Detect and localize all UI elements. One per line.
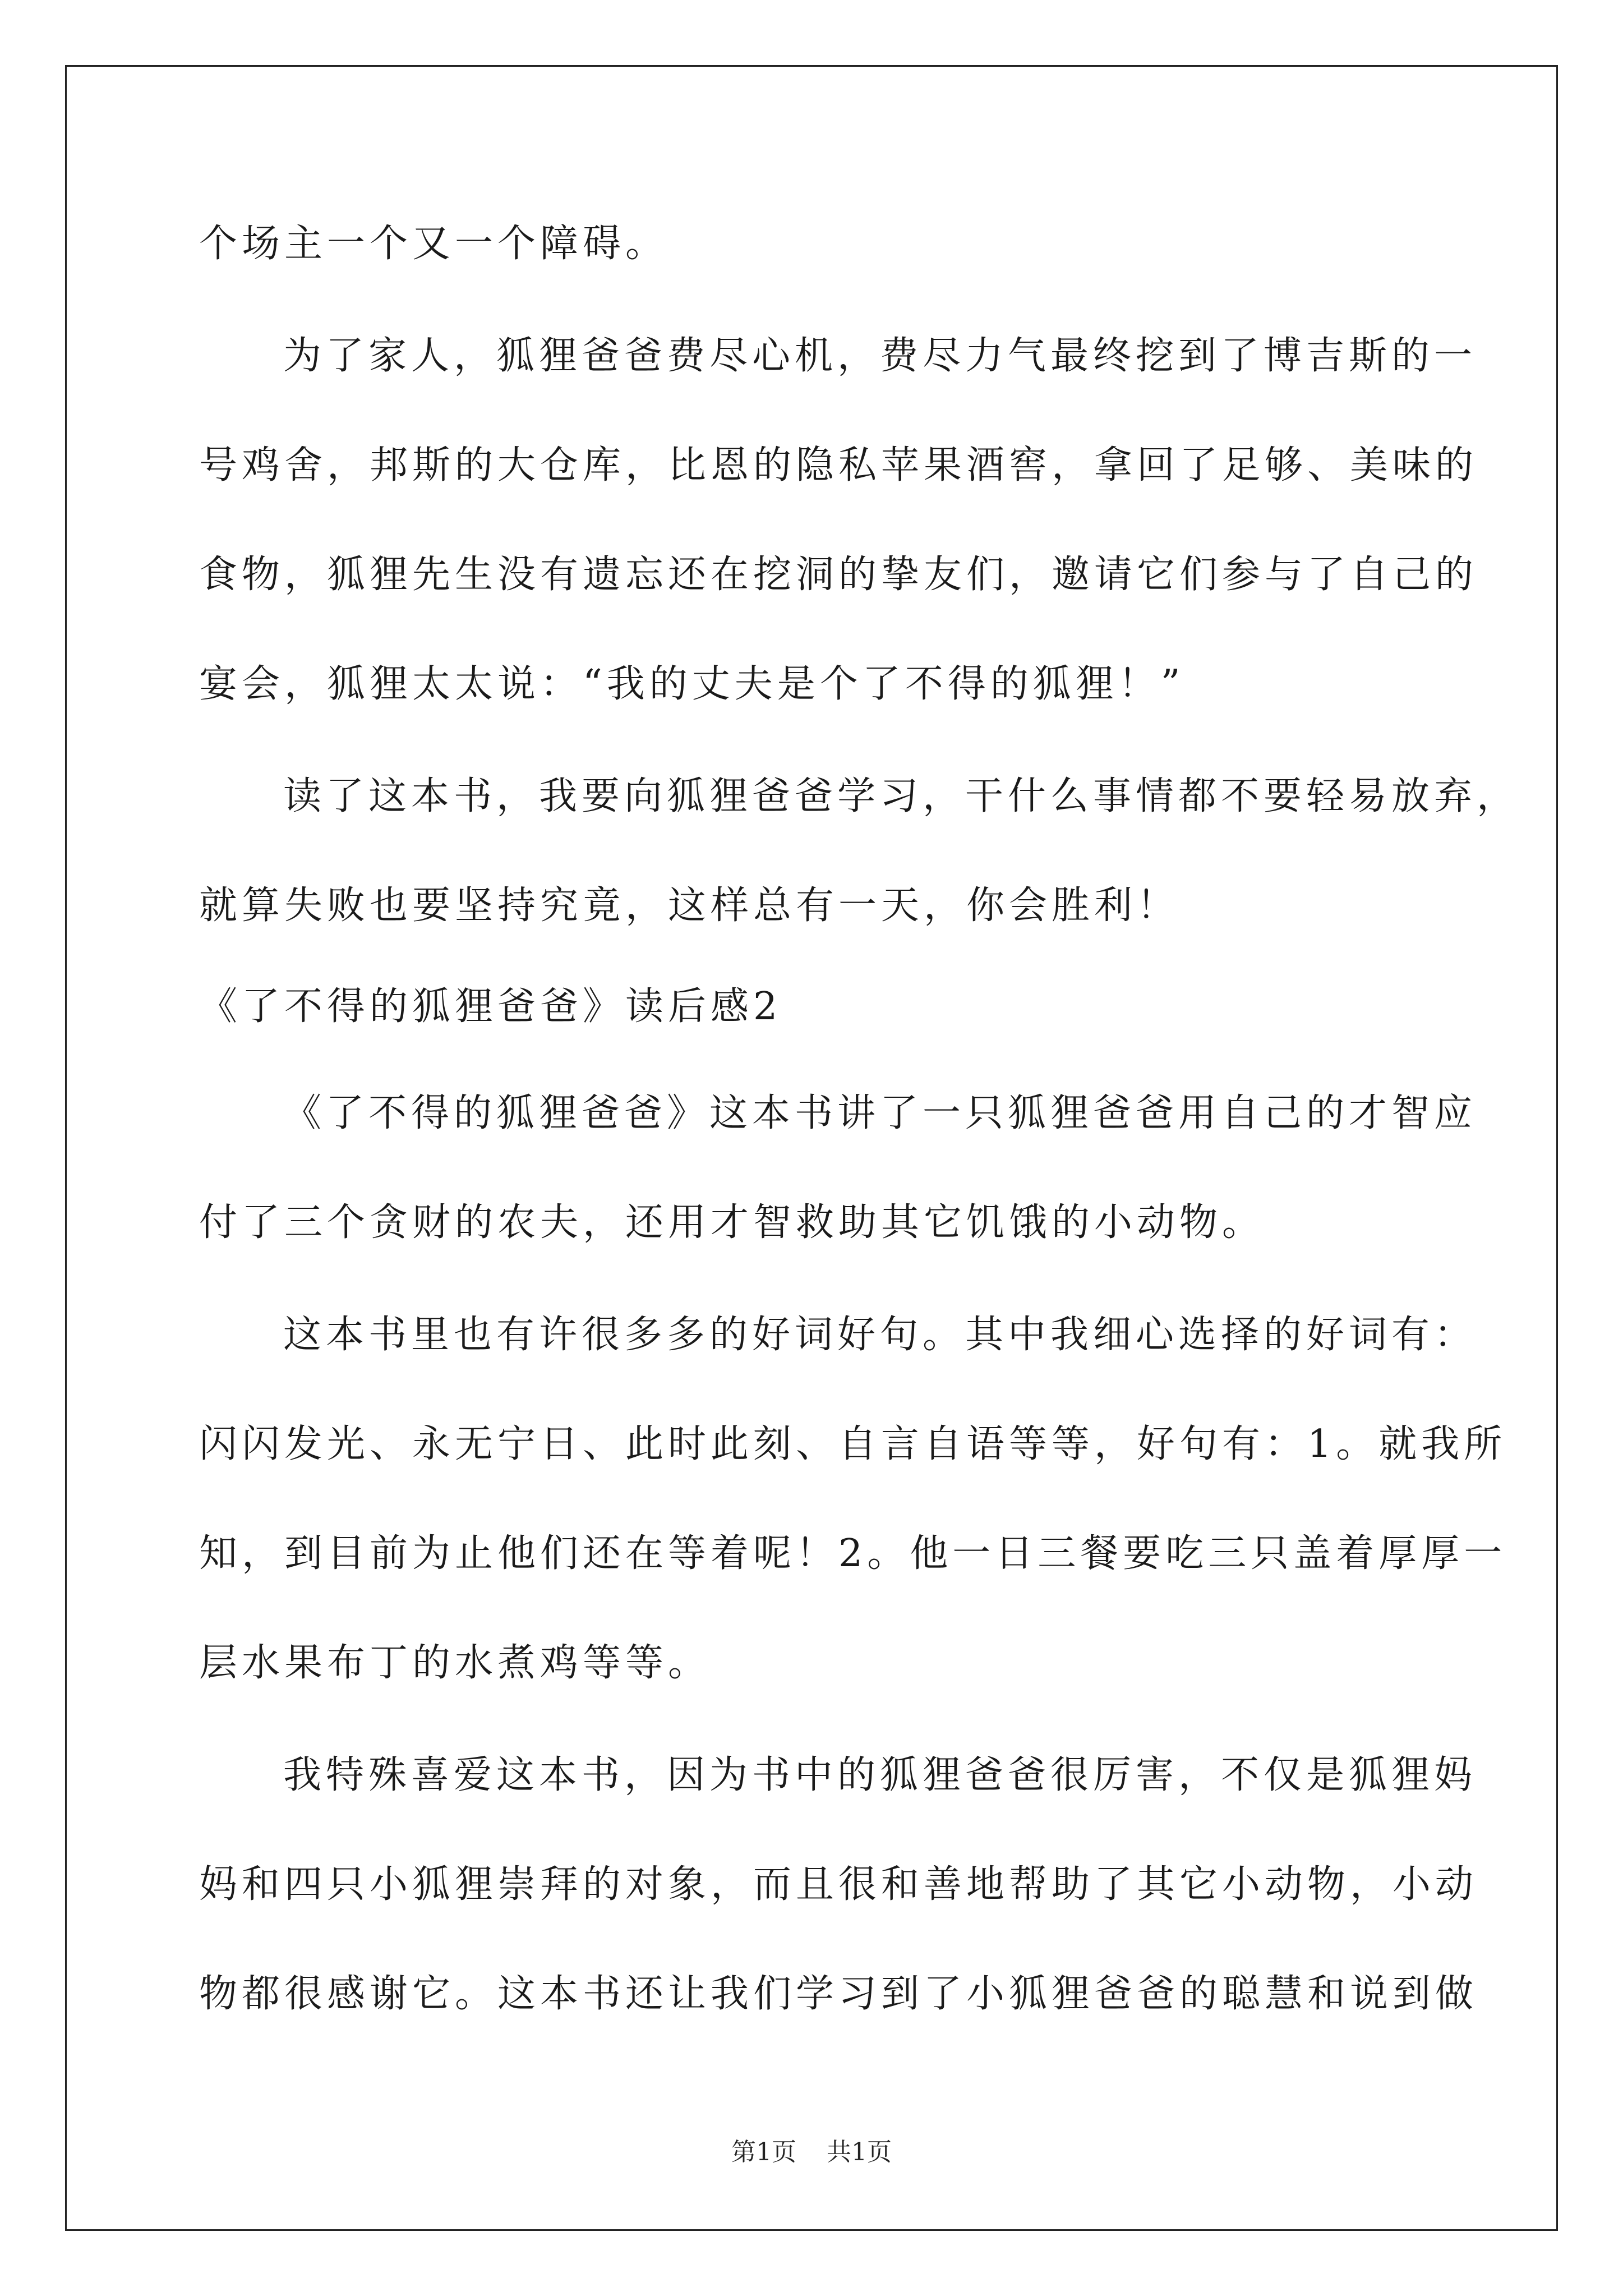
section-heading: 《了不得的狐狸爸爸》读后感2 xyxy=(199,984,782,1029)
text-line: 号鸡舍，邦斯的大仓库，比恩的隐私苹果酒窖，拿回了足够、美味的 xyxy=(199,443,1478,487)
text-line: 付了三个贪财的农夫，还用才智救助其它饥饿的小动物。 xyxy=(199,1200,1265,1245)
paragraph-start-line: 这本书里也有许很多多的好词好句。其中我细心选择的好词有： xyxy=(283,1313,1477,1357)
paragraph-start-line: 我特殊喜爱这本书，因为书中的狐狸爸爸很厉害，不仅是狐狸妈 xyxy=(283,1753,1477,1797)
paragraph-start-line: 为了家人，狐狸爸爸费尽心机，费尽力气最终挖到了博吉斯的一 xyxy=(283,334,1477,378)
text-line: 个场主一个又一个障碍。 xyxy=(199,222,668,266)
text-line: 层水果布丁的水煮鸡等等。 xyxy=(199,1641,711,1685)
text-line: 妈和四只小狐狸崇拜的对象，而且很和善地帮助了其它小动物，小动 xyxy=(199,1862,1478,1907)
text-line: 就算失败也要坚持究竟，这样总有一天，你会胜利！ xyxy=(199,884,1180,928)
text-line: 宴会，狐狸太太说：“我的丈夫是个了不得的狐狸！” xyxy=(199,662,1185,706)
text-line: 食物，狐狸先生没有遗忘还在挖洞的挚友们，邀请它们参与了自己的 xyxy=(199,553,1478,597)
page-number: 第1页 xyxy=(731,2138,796,2166)
text-line: 物都很感谢它。这本书还让我们学习到了小狐狸爸爸的聪慧和说到做 xyxy=(199,1972,1478,2016)
paragraph-start-line: 《了不得的狐狸爸爸》这本书讲了一只狐狸爸爸用自己的才智应 xyxy=(283,1091,1477,1135)
paragraph-start-line: 读了这本书，我要向狐狸爸爸学习，干什么事情都不要轻易放弃， xyxy=(283,774,1520,818)
page-total: 共1页 xyxy=(827,2138,892,2166)
text-line: 知，到目前为止他们还在等着呢！2。他一日三餐要吃三只盖着厚厚一 xyxy=(199,1531,1507,1576)
text-line: 闪闪发光、永无宁日、此时此刻、自言自语等等，好句有：1。就我所 xyxy=(199,1422,1507,1466)
page-footer xyxy=(0,2132,1623,2168)
